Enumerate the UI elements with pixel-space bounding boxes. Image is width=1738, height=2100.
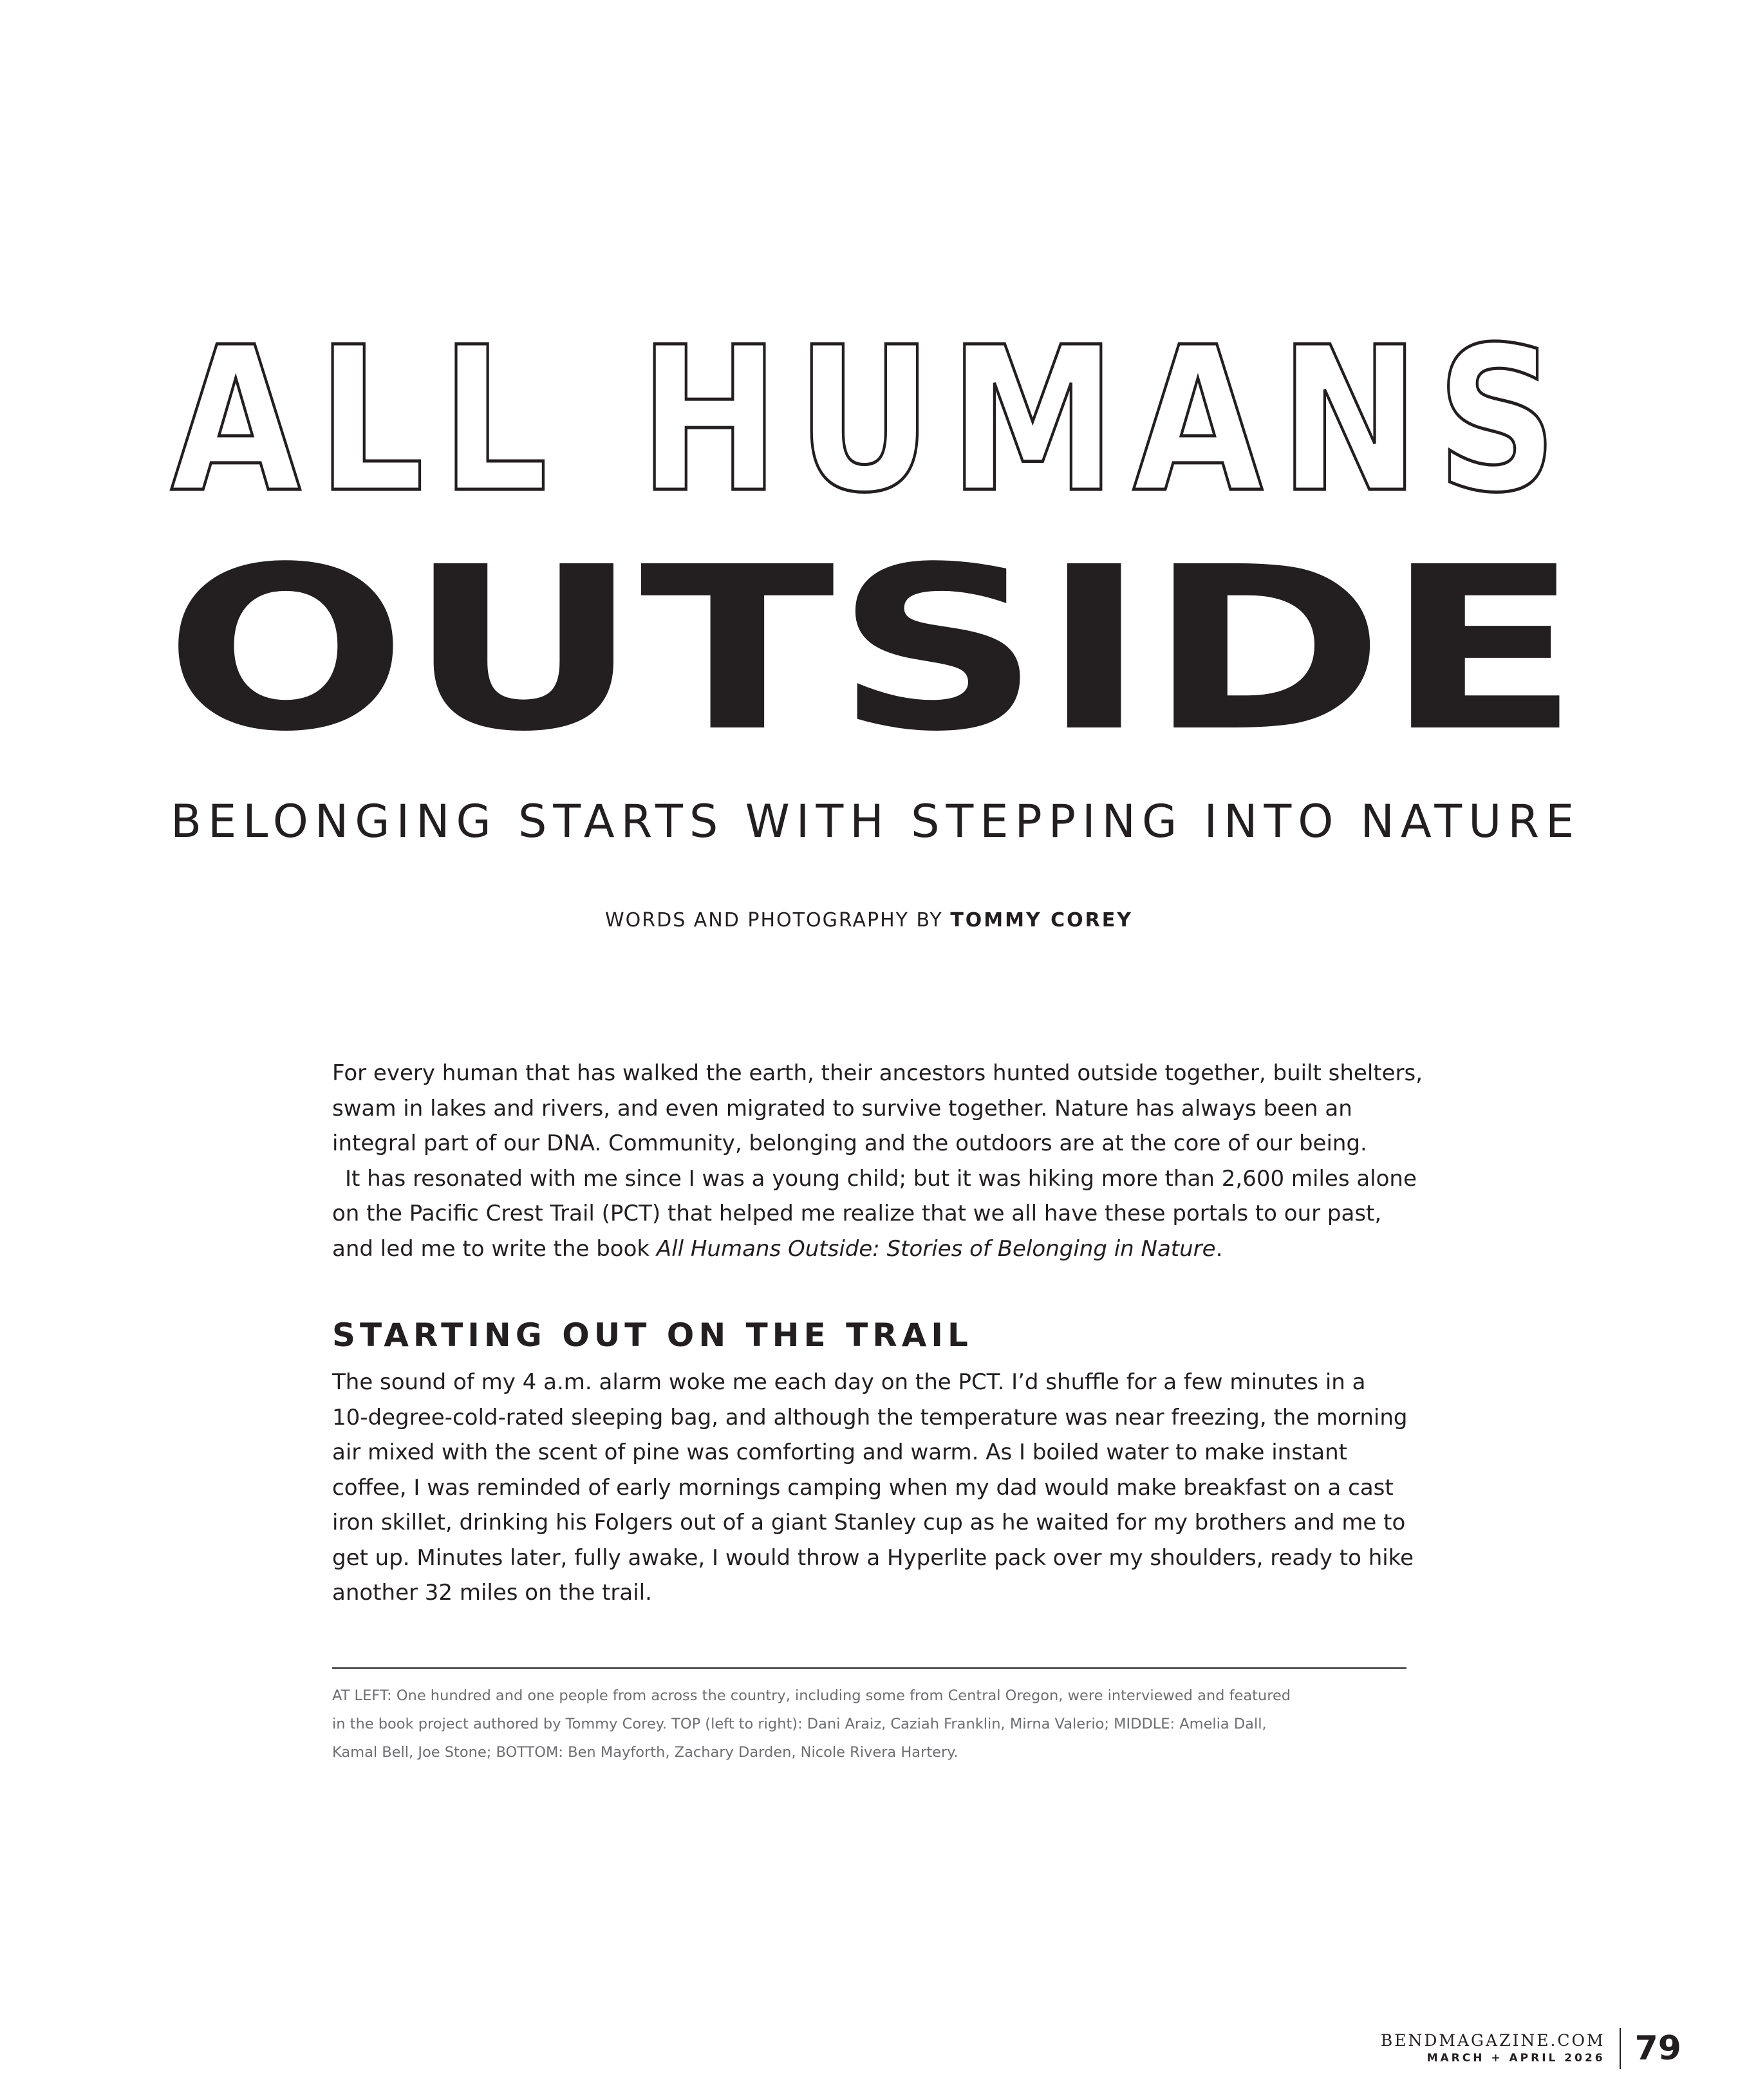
section-line: air mixed with the scent of pine was comforting and warm. As I boiled water to make instant — [332, 1439, 1347, 1465]
page-folio — [1381, 2028, 1681, 2069]
caption-divider — [332, 1667, 1406, 1669]
section-line: The sound of my 4 a.m. alarm woke me each day on the PCT. I’d shuffle for a few minutes in a — [332, 1369, 1366, 1395]
section-line: another 32 miles on the trail. — [332, 1580, 652, 1606]
caption-line: in the book project authored by Tommy Corey. TOP (left to right): Dani Araiz, Caziah Franklin, Mirna Valerio; MIDDLE: Amelia Dall, — [332, 1716, 1267, 1732]
intro-paragraph — [332, 1056, 1423, 1266]
headline-line-2-text: OUTSIDE — [164, 518, 1580, 781]
intro-last-prefix: and led me to write the book — [332, 1235, 657, 1262]
folio-issue: MARCH + APRIL 2026 — [1426, 2052, 1605, 2065]
section-line: coffee, I was reminded of early mornings camping when my dad would make breakfast on a cast — [332, 1474, 1394, 1501]
intro-line: on the Pacific Crest Trail (PCT) that helped me realize that we all have these portals to our past, — [332, 1201, 1382, 1226]
intro-line: integral part of our DNA. Community, belonging and the outdoors are at the core of our being. — [332, 1130, 1367, 1156]
page-number: 79 — [1634, 2029, 1681, 2068]
byline-prefix: WORDS AND PHOTOGRAPHY BY — [604, 909, 943, 932]
headline-line-1 — [154, 303, 1590, 537]
subtitle: BELONGING STARTS WITH STEPPING INTO NATURE — [171, 795, 1581, 848]
byline — [0, 909, 1738, 932]
intro-line: For every human that has walked the earth, their ancestors hunted outside together, built shelters, — [332, 1060, 1423, 1086]
section-line: iron skillet, drinking his Folgers out of a giant Stanley cup as he waited for my brothers and me to — [332, 1510, 1406, 1535]
caption-line: AT LEFT: One hundred and one people from across the country, including some from Central Oregon, were interviewed and featured — [332, 1687, 1291, 1704]
book-title: All Humans Outside: Stories of Belonging in Nature — [656, 1235, 1216, 1262]
intro-line-last — [332, 1232, 1414, 1267]
intro-last-suffix: . — [1215, 1235, 1223, 1262]
section-paragraph — [332, 1365, 1414, 1611]
section-heading: STARTING OUT ON THE TRAIL — [332, 1317, 973, 1354]
headline-line-1-text: ALL HUMANS — [171, 305, 1574, 537]
byline-author: TOMMY COREY — [950, 909, 1133, 932]
folio-text — [1381, 2031, 1620, 2066]
section-line: get up. Minutes later, fully awake, I would throw a Hyperlite pack over my shoulders, ready to hike — [332, 1544, 1414, 1571]
caption-line: Kamal Bell, Joe Stone; BOTTOM: Ben Mayforth, Zachary Darden, Nicole Rivera Hartery. — [332, 1744, 958, 1761]
headline-line-2 — [154, 509, 1590, 781]
photo-caption — [332, 1682, 1414, 1767]
intro-line: It has resonated with me since I was a young child; but it was hiking more than 2,600 miles alone — [345, 1165, 1417, 1192]
intro-line: swam in lakes and rivers, and even migrated to survive together. Nature has always been an — [332, 1095, 1352, 1121]
folio-site: BENDMAGAZINE.COM — [1380, 2031, 1605, 2050]
section-line: 10-degree-cold-rated sleeping bag, and although the temperature was near freezing, the morning — [332, 1404, 1408, 1430]
